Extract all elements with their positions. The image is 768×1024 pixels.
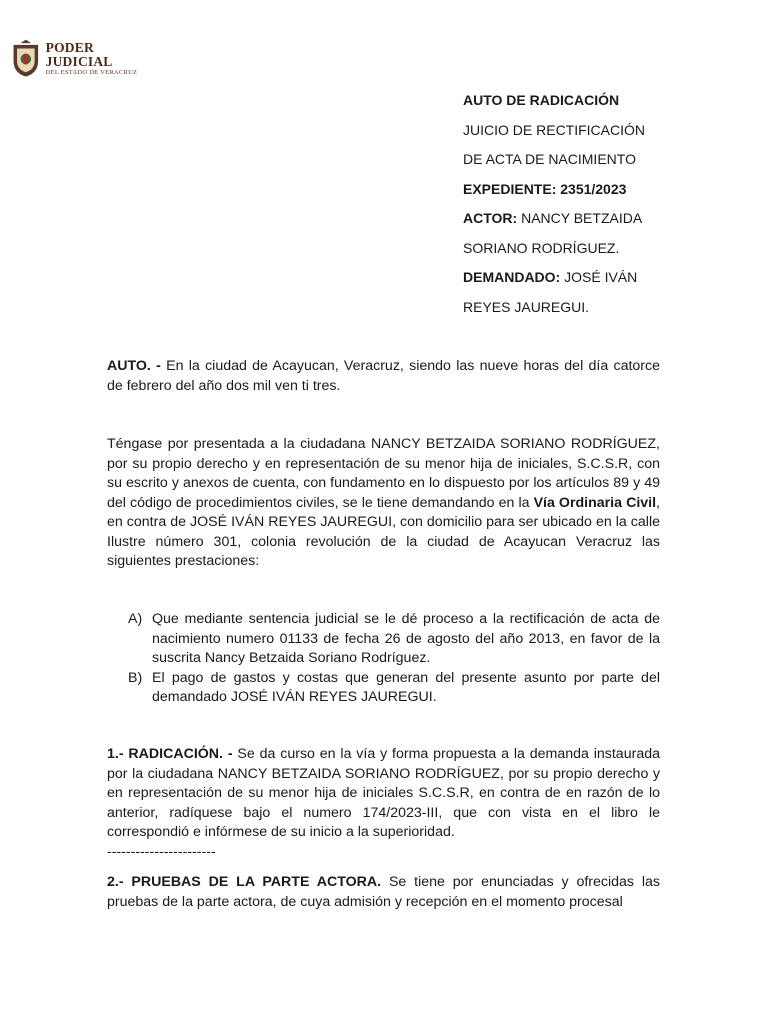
list-item bbox=[107, 610, 660, 669]
auto-text: En la ciudad de Acayucan, Veracruz, siendo las nueve horas del día catorce de febrero del año dos mil ven ti tres. bbox=[107, 358, 661, 394]
tengase-text-b: , en contra de JOSÉ IVÁN REYES JAUREGUI, con domicilio para ser ubicado en la calle Ilustre número 301, colonia revolución de la ciudad de Acayucan Veracruz las siguientes prestaciones: bbox=[107, 494, 660, 569]
pruebas-text: Se tiene por enunciadas y ofrecidas las pruebas de la parte actora, de cuya admisión y recepción en el momento procesal bbox=[107, 874, 660, 910]
radicacion-text: Se da curso en la vía y forma propuesta a la demanda instaurada por la ciudadana NANCY BETZAIDA SORIANO RODRÍGUEZ, por su propio derecho y en representación de su menor hija de iniciales S.C.S.R, en contra de en razón de lo anterior, radíquese bajo el numero 174/2023-III, que con vista en el libro le correspondió e infórmese de su inicio a la superioridad. bbox=[107, 746, 660, 840]
org-subtitle: DEL ESTADO DE VERACRUZ bbox=[45, 69, 138, 77]
tengase-text-a: Téngase por presentada a la ciudadana NANCY BETZAIDA SORIANO RODRÍGUEZ, por su propio derecho y en representación de su menor hija de iniciales, S.C.S.R, con su escrito y anexos de cuenta, con fundamento en lo dispuesto por los artículos 89 y 49 del código de procedimientos civiles, se le tiene demandando en la bbox=[107, 436, 660, 511]
demandado-label: DEMANDADO: bbox=[463, 269, 561, 285]
juicio-line-2: DE ACTA DE NACIMIENTO bbox=[463, 151, 636, 167]
demandado bbox=[463, 265, 693, 295]
document-title: AUTO DE RADICACIÓN bbox=[463, 92, 620, 108]
auto-label: AUTO. - bbox=[107, 358, 161, 374]
case-header bbox=[463, 88, 693, 324]
tengase-paragraph bbox=[107, 435, 660, 572]
org-name: PODER JUDICIAL bbox=[45, 40, 113, 69]
radicacion-paragraph bbox=[107, 745, 660, 862]
list-text: Que mediante sentencia judicial se le dé proceso a la rectificación de acta de nacimiento numero 01133 de fecha 26 de agosto del año 2013, en favor de la suscrita Nancy Betzaida Soriano Rodríguez. bbox=[152, 611, 660, 666]
pruebas-paragraph bbox=[107, 873, 660, 912]
demandado-value: JOSÉ IVÁN bbox=[560, 269, 638, 285]
logo bbox=[10, 36, 150, 82]
juicio-line-1: JUICIO DE RECTIFICACIÓN bbox=[463, 121, 646, 138]
dash-line: ----------------------- bbox=[107, 843, 216, 860]
seal-icon bbox=[10, 37, 42, 81]
actor bbox=[463, 206, 693, 236]
actor-line-2: SORIANO RODRÍGUEZ. bbox=[463, 239, 620, 256]
expediente: EXPEDIENTE: 2351/2023 bbox=[463, 180, 627, 197]
radicacion-label: 1.- RADICACIÓN. - bbox=[107, 746, 233, 762]
tengase-bold: Vía Ordinaria Civil bbox=[533, 494, 657, 511]
demandado-line-2: REYES JAUREGUI. bbox=[463, 298, 590, 315]
prestaciones-list bbox=[107, 610, 660, 708]
list-marker: A) bbox=[128, 611, 143, 627]
list-text: El pago de gastos y costas que generan del presente asunto por parte del demandado JOSÉ IVÁN REYES JAUREGUI. bbox=[152, 669, 660, 705]
pruebas-label: 2.- PRUEBAS DE LA PARTE ACTORA. bbox=[107, 874, 382, 890]
list-item bbox=[107, 669, 660, 708]
list-marker: B) bbox=[128, 669, 143, 686]
actor-label: ACTOR: bbox=[463, 210, 518, 226]
auto-paragraph bbox=[107, 357, 660, 396]
actor-value: NANCY BETZAIDA bbox=[517, 210, 643, 226]
